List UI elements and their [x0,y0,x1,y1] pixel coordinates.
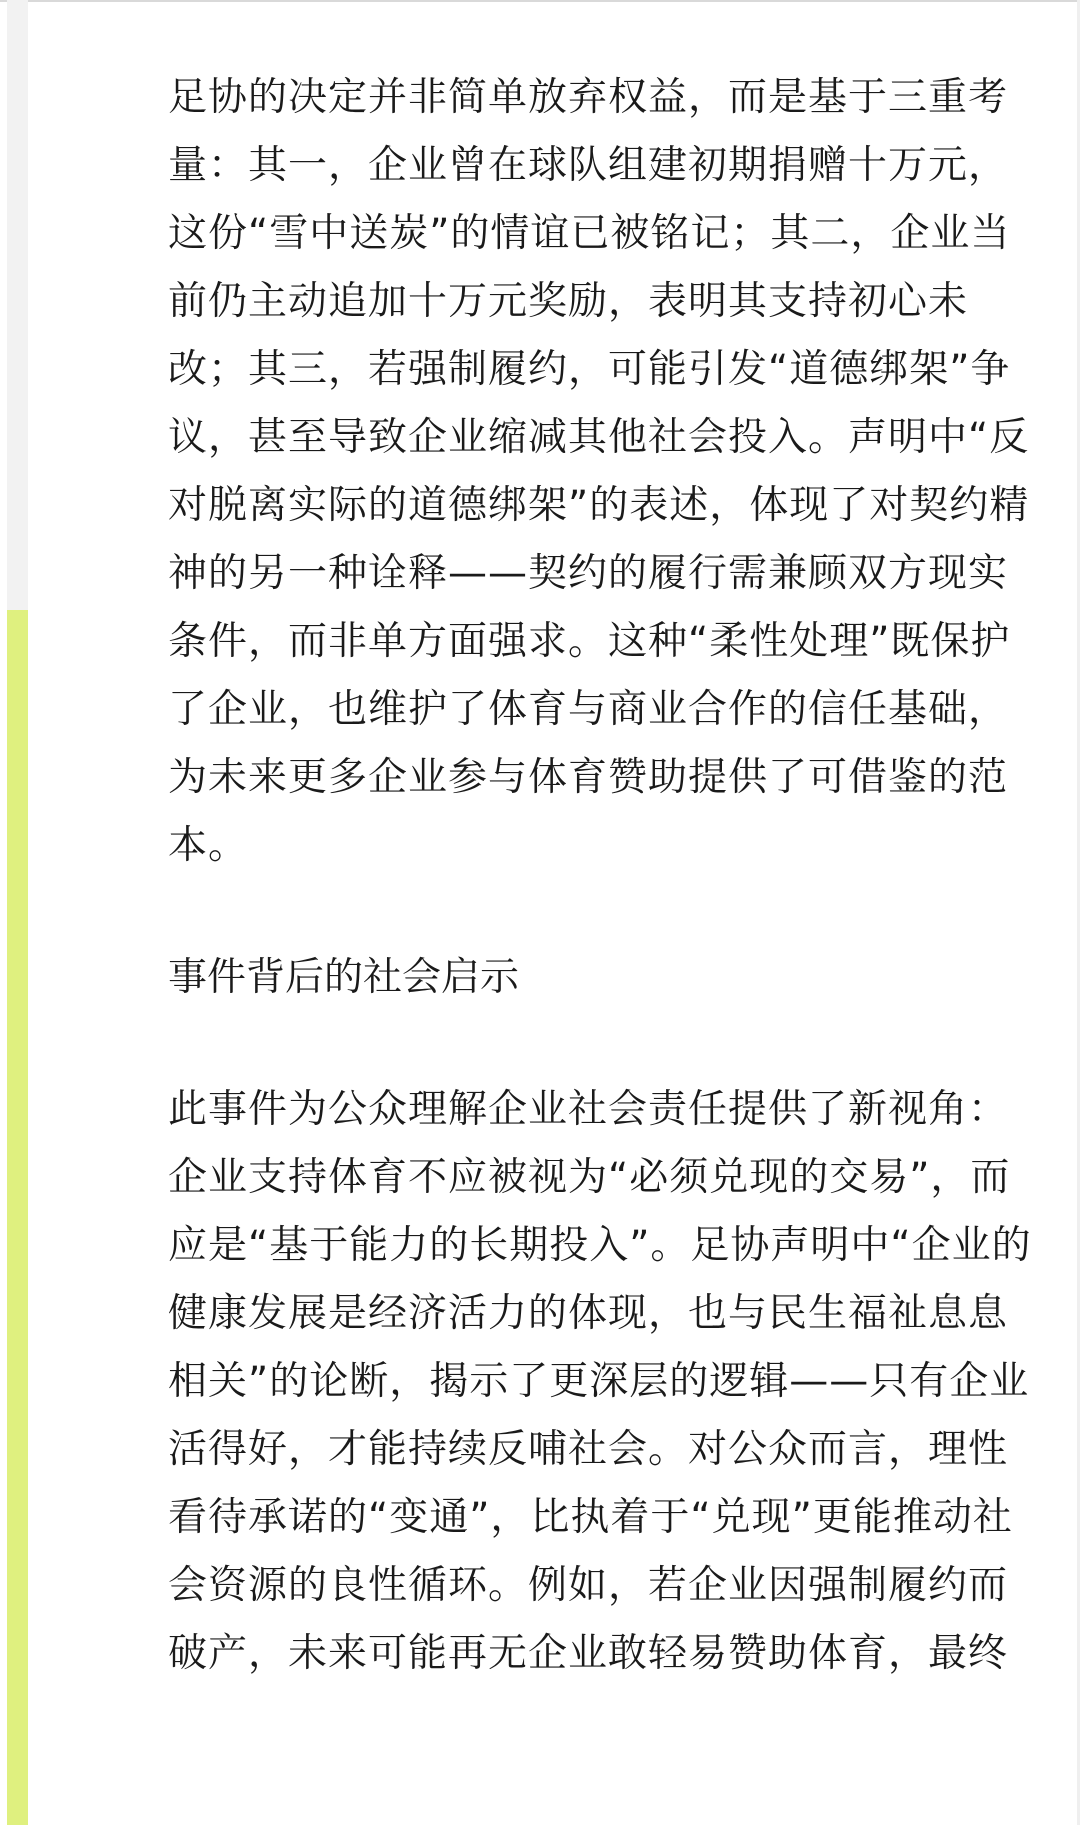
scroll-track[interactable] [7,0,28,610]
article-paragraph-1: 足协的决定并非简单放弃权益，而是基于三重考量：其一，企业曾在球队组建初期捐赠十万元，这份“雪中送炭”的情谊已被铭记；其二，企业当前仍主动追加十万元奖励，表明其支持初心未改；其三，若强制履约，可能引发“道德绑架”争议，甚至导致企业缩减其他社会投入。声明中“反对脱离实际的道德绑架”的表述，体现了对契约精神的另一种诠释——契约的履行需兼顾双方现实条件，而非单方面强求。这种“柔性处理”既保护了企业，也维护了体育与商业合作的信任基础，为未来更多企业参与体育赞助提供了可借鉴的范本。 [168,75,1030,868]
article-body [168,64,1036,1688]
section-heading: 事件背后的社会启示 [168,955,520,1000]
article-paragraph-2: 此事件为公众理解企业社会责任提供了新视角：企业支持体育不应被视为“必须兑现的交易”，而应是“基于能力的长期投入”。足协声明中“企业的健康发展是经济活力的体现，也与民生福祉息息相关”的论断，揭示了更深层的逻辑——只有企业活得好，才能持续反哺社会。对公众而言，理性看待承诺的“变通”，比执着于“兑现”更能推动社会资源的良性循环。例如，若企业因强制履约而破产，未来可能再无企业敢轻易赞助体育，最终 [168,1087,1032,1676]
side-accent-bar [7,610,28,1825]
top-divider [0,0,1080,2]
